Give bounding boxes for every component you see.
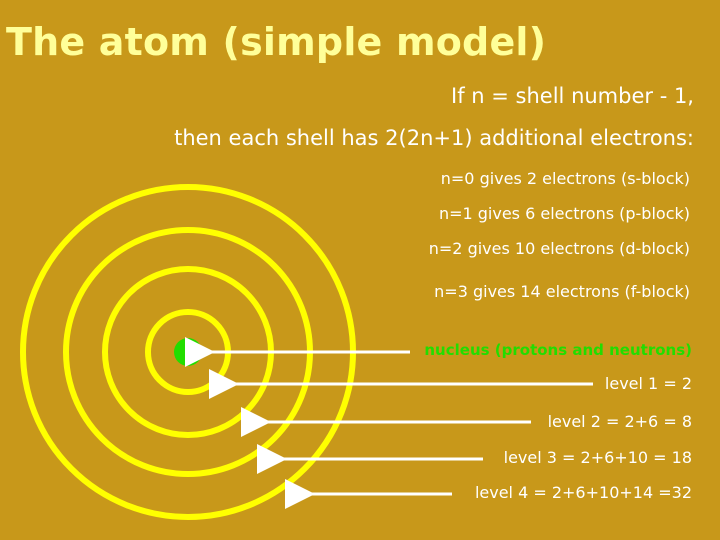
level-3-label: level 3 = 2+6+10 = 18 [503, 448, 692, 467]
rule-line-1: If n = shell number - 1, [451, 84, 694, 108]
slide-title: The atom (simple model) [6, 20, 547, 64]
block-f: n=3 gives 14 electrons (f-block) [434, 282, 690, 301]
nucleus-label: nucleus (protons and neutrons) [424, 341, 692, 359]
block-s: n=0 gives 2 electrons (s-block) [440, 169, 690, 188]
block-p: n=1 gives 6 electrons (p-block) [438, 204, 690, 223]
level-1-label: level 1 = 2 [604, 374, 692, 393]
level-2-label: level 2 = 2+6 = 8 [547, 412, 692, 431]
block-d: n=2 gives 10 electrons (d-block) [428, 239, 690, 258]
level-4-label: level 4 = 2+6+10+14 =32 [474, 483, 692, 502]
rule-line-2: then each shell has 2(2n+1) additional electrons: [174, 126, 694, 150]
nucleus-dot [174, 338, 202, 366]
